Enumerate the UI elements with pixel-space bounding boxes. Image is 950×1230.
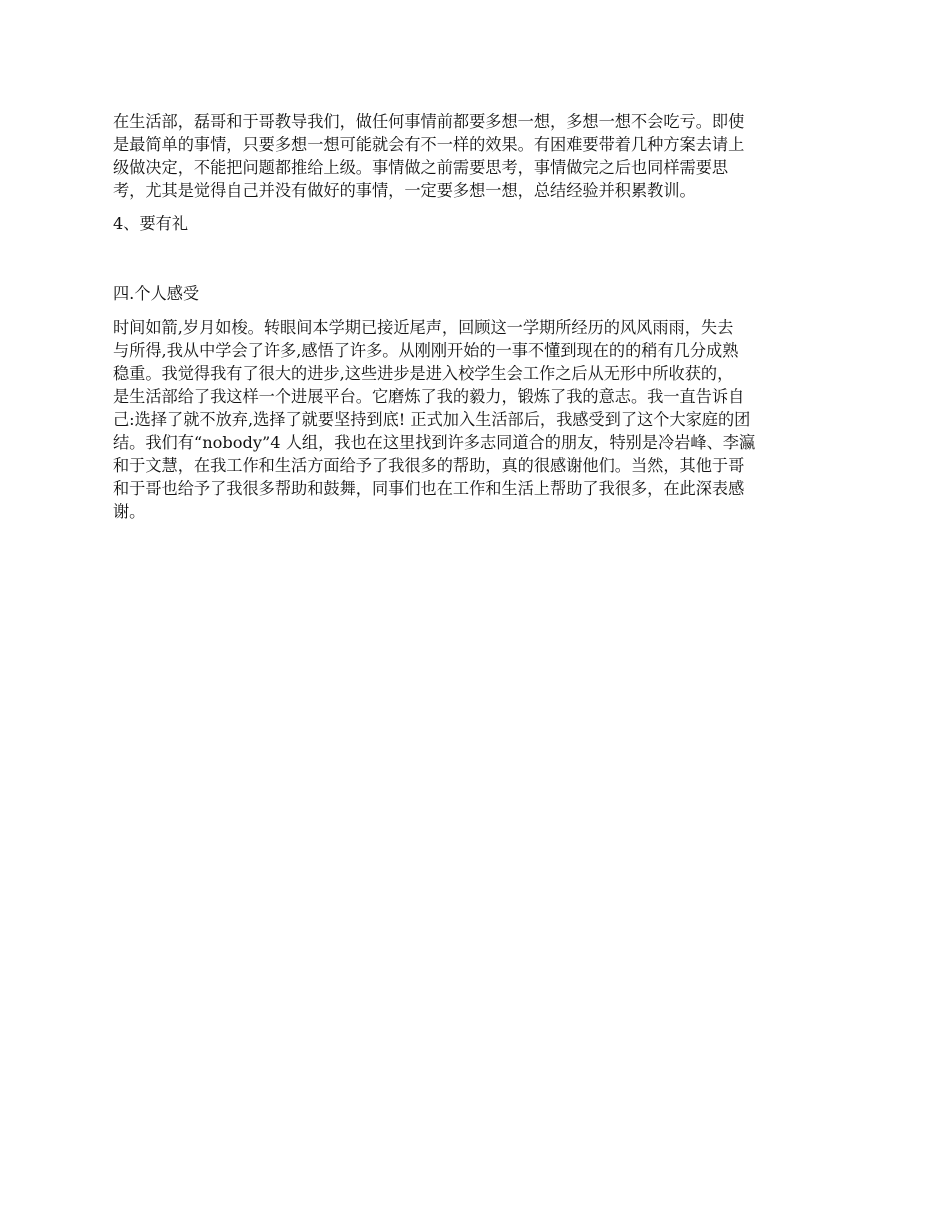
paragraph-personal-feelings [113, 316, 840, 523]
text-line: 结。我们有“nobody”4 人组，我也在这里找到许多志同道合的朋友，特别是冷岩峰、李瀛 [113, 433, 756, 452]
text-line: 与所得,我从中学会了许多,感悟了许多。从刚刚开始的一事不懂到现在的的稍有几分成熟 [113, 341, 739, 360]
text-line: 是生活部给了我这样一个进展平台。它磨炼了我的毅力，锻炼了我的意志。我一直告诉自 [113, 387, 745, 406]
text-line: 级做决定，不能把问题都推给上级。事情做之前需要思考，事情做完之后也同样需要思 [113, 158, 729, 177]
paragraph-thinking [113, 110, 840, 202]
text-line: 谢。 [113, 502, 146, 521]
text-line: 考，尤其是觉得自己并没有做好的事情，一定要多想一想，总结经验并积累教训。 [113, 181, 696, 200]
text-line: 和于文慧，在我工作和生活方面给予了我很多的帮助，真的很感谢他们。当然，其他于哥 [113, 456, 745, 475]
section-heading-personal-feelings: 四.个人感受 [113, 284, 200, 303]
document-page [113, 110, 840, 523]
text-line: 稳重。我觉得我有了很大的进步,这些进步是进入校学生会工作之后从无形中所收获的， [113, 364, 734, 383]
text-line: 和于哥也给予了我很多帮助和鼓舞，同事们也在工作和生活上帮助了我很多，在此深表感 [113, 479, 745, 498]
text-line: 己:选择了就不放弃,选择了就要坚持到底! 正式加入生活部后，我感受到了这个大家庭的团 [113, 410, 751, 429]
text-line: 是最简单的事情，只要多想一想可能就会有不一样的效果。有困难要带着几种方案去请上 [113, 135, 745, 154]
text-line: 时间如箭,岁月如梭。转眼间本学期已接近尾声，回顾这一学期所经历的风风雨雨，失去 [113, 318, 734, 337]
text-line: 在生活部，磊哥和于哥教导我们，做任何事情前都要多想一想，多想一想不会吃亏。即使 [113, 112, 745, 131]
heading-courtesy: 4、要有礼 [113, 214, 189, 233]
